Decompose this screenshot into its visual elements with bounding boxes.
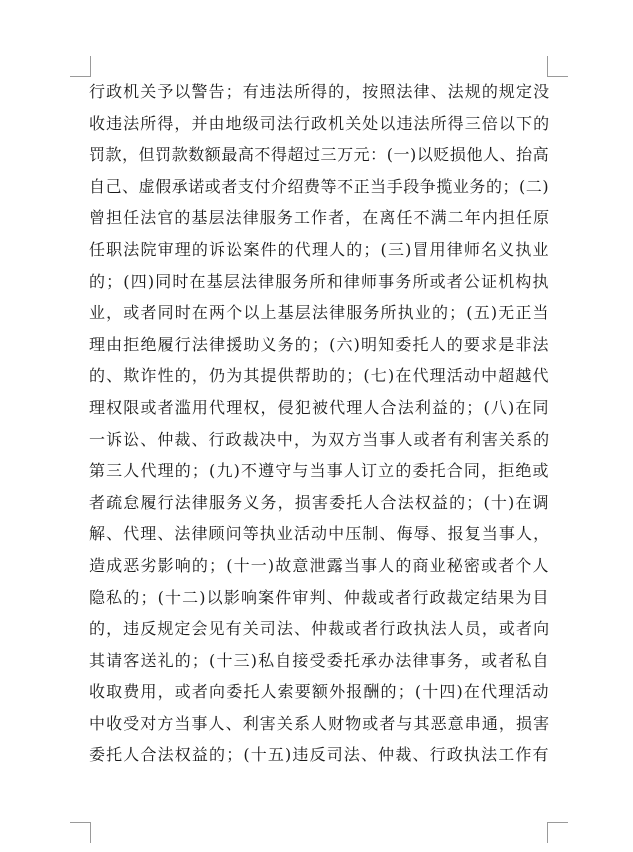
- text-line: 收取费用，或者向委托人索要额外报酬的；(十四)在代理活动: [89, 682, 550, 702]
- crop-mark-top-right: [547, 56, 568, 77]
- text-line: 业，或者同时在两个以上基层法律服务所执业的；(五)无正当: [89, 303, 550, 323]
- text-line: 行政机关予以警告；有违法所得的，按照法律、法规的规定没: [89, 82, 551, 101]
- text-line: 理由拒绝履行法律援助义务的；(六)明知委托人的要求是非法: [89, 334, 550, 354]
- text-line: 其请客送礼的；(十三)私自接受委托承办法律事务，或者私自: [89, 650, 550, 670]
- text-line: 曾担任法官的基层法律服务工作者，在离任不满二年内担任原: [89, 208, 551, 228]
- body-paragraph: [89, 76, 549, 771]
- text-line: 收违法所得，并由地级司法行政机关处以违法所得三倍以下的: [89, 113, 551, 133]
- text-line: 理权限或者滥用代理权，侵犯被代理人合法利益的；(八)在同: [89, 397, 550, 417]
- crop-mark-top-left: [70, 56, 91, 77]
- text-line: 造成恶劣影响的；(十一)故意泄露当事人的商业秘密或者个人: [89, 555, 550, 575]
- crop-mark-bottom-right: [547, 822, 568, 843]
- text-line: 中收受对方当事人、利害关系人财物或者与其恶意串通，损害: [89, 713, 551, 733]
- text-line: 的；(四)同时在基层法律服务所和律师事务所或者公证机构执: [89, 271, 550, 291]
- text-line: 的，违反规定会见有关司法、仲裁或者行政执法人员，或者向: [89, 619, 551, 639]
- text-line: 委托人合法权益的；(十五)违反司法、仲裁、行政执法工作有: [89, 745, 550, 765]
- text-line: 一诉讼、仲裁、行政裁决中，为双方当事人或者有利害关系的: [89, 429, 551, 449]
- crop-mark-bottom-left: [70, 822, 91, 843]
- text-line: 解、代理、法律顾问等执业活动中压制、侮辱、报复当事人，: [89, 524, 551, 544]
- text-line: 的、欺诈性的，仍为其提供帮助的；(七)在代理活动中超越代: [89, 366, 550, 386]
- text-line: 隐私的；(十二)以影响案件审判、仲裁或者行政裁定结果为目: [89, 587, 550, 607]
- text-line: 罚款，但罚款数额最高不得超过三万元：(一)以贬损他人、抬高: [89, 145, 550, 165]
- text-line: 第三人代理的；(九)不遵守与当事人订立的委托合同，拒绝或: [89, 461, 550, 481]
- text-line: 者疏怠履行法律服务义务，损害委托人合法权益的；(十)在调: [89, 492, 550, 512]
- text-line: 自己、虚假承诺或者支付介绍费等不正当手段争揽业务的；(二): [89, 176, 550, 196]
- text-line: 任职法院审理的诉讼案件的代理人的；(三)冒用律师名义执业: [89, 239, 550, 259]
